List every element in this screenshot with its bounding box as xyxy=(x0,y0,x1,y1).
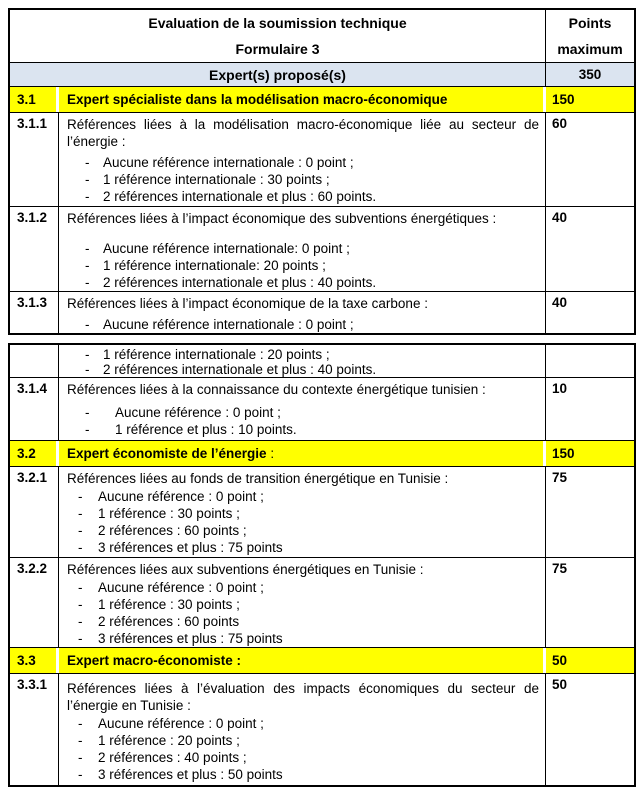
criteria-heading: Références liées à l’évaluation des impacts économiques du secteur de l’énergie en Tunisie : xyxy=(67,681,539,713)
row-number: 3.2 xyxy=(10,441,59,466)
criteria-heading: Références liées à la modélisation macro-économique liée au secteur de l’énergie : xyxy=(67,117,539,149)
points-value: 150 xyxy=(552,446,575,461)
bullet-text: 2 références internationale et plus : 40 points. xyxy=(103,275,377,290)
points-header-line1: Points xyxy=(568,15,612,31)
row-number: 3.1.2 xyxy=(10,207,59,291)
list-item xyxy=(67,154,539,171)
criteria-heading: Références liées aux subventions énergétiques en Tunisie : xyxy=(67,562,424,577)
bullet-text: 1 référence internationale : 30 points ; xyxy=(103,172,330,187)
criteria-heading: Références liées à la connaissance du contexte énergétique tunisien : xyxy=(67,382,486,397)
list-item xyxy=(67,362,539,377)
points-value: 50 xyxy=(552,653,568,668)
dash-marker: - xyxy=(78,750,83,765)
criteria-heading: Références liées à l’impact économique des subventions énergétiques : xyxy=(67,211,497,226)
section-row-3-1 xyxy=(10,86,634,112)
dash-marker: - xyxy=(85,189,90,204)
criteria-text xyxy=(59,378,546,440)
points-value: 40 xyxy=(552,295,568,310)
bullet-text: 2 références : 60 points xyxy=(98,614,240,629)
criteria-bullets xyxy=(67,316,539,333)
list-item xyxy=(67,732,539,749)
bullet-text: 3 références et plus : 50 points xyxy=(98,767,283,782)
list-item xyxy=(67,404,539,421)
dash-marker: - xyxy=(78,614,83,629)
list-item xyxy=(67,596,539,613)
criteria-bullets xyxy=(67,579,539,647)
row-number: 3.2.2 xyxy=(10,558,59,647)
dash-marker: - xyxy=(78,523,83,538)
criteria-text xyxy=(59,345,546,377)
dash-marker: - xyxy=(78,716,83,731)
bullet-text: Aucune référence : 0 point ; xyxy=(98,580,264,595)
criteria-bullets xyxy=(67,347,539,377)
dash-marker: - xyxy=(78,506,83,521)
criteria-row-3-2-2 xyxy=(10,557,634,647)
dash-marker: - xyxy=(85,241,90,256)
bullet-text: 1 référence et plus : 10 points. xyxy=(115,422,297,437)
bullet-text: Aucune référence internationale : 0 point ; xyxy=(103,155,354,170)
criteria-bullets xyxy=(67,715,539,783)
list-item xyxy=(67,766,539,783)
bullet-text: Aucune référence : 0 point ; xyxy=(98,716,264,731)
criteria-row-3-2-1 xyxy=(10,466,634,557)
list-item xyxy=(67,240,539,257)
points-value-empty xyxy=(546,345,634,377)
bullet-text: Aucune référence internationale: 0 point ; xyxy=(103,241,350,256)
bullet-text: 1 référence : 20 points ; xyxy=(98,733,240,748)
dash-marker: - xyxy=(78,540,83,555)
row-number: 3.1.1 xyxy=(10,113,59,206)
dash-marker: - xyxy=(78,733,83,748)
section-title: Expert économiste de l’énergie : xyxy=(59,441,546,466)
list-item xyxy=(67,505,539,522)
section-row-3-3 xyxy=(10,647,634,673)
dash-marker: - xyxy=(78,631,83,646)
criteria-text xyxy=(59,467,546,557)
points-value: 75 xyxy=(552,470,568,485)
subheader-row xyxy=(10,62,634,86)
table-title-cell xyxy=(10,10,546,62)
criteria-row-3-1-3-truncated xyxy=(10,291,634,333)
dash-marker: - xyxy=(78,767,83,782)
dash-marker: - xyxy=(85,258,90,273)
bullet-text: 3 références et plus : 75 points xyxy=(98,540,283,555)
bullet-text: 1 référence internationale: 20 points ; xyxy=(103,258,326,273)
criteria-bullets xyxy=(67,488,539,556)
list-item xyxy=(67,274,539,291)
criteria-text xyxy=(59,558,546,647)
row-number: 3.1.4 xyxy=(10,378,59,440)
list-item xyxy=(67,421,539,438)
points-value: 40 xyxy=(552,210,568,225)
bullet-text: 2 références internationale et plus : 60 points. xyxy=(103,189,377,204)
criteria-text xyxy=(59,292,546,333)
criteria-row-3-1-1 xyxy=(10,112,634,206)
points-value: 60 xyxy=(552,116,568,131)
list-item xyxy=(67,488,539,505)
row-number: 3.3.1 xyxy=(10,674,59,785)
dash-marker: - xyxy=(78,597,83,612)
criteria-bullets xyxy=(67,240,539,291)
list-item xyxy=(67,539,539,556)
list-item xyxy=(67,715,539,732)
row-number: 3.3 xyxy=(10,648,59,673)
criteria-text xyxy=(59,113,546,206)
bullet-text: 2 références internationale et plus : 40 points. xyxy=(103,362,377,377)
bullet-text: 1 référence : 30 points ; xyxy=(98,597,240,612)
list-item xyxy=(67,316,539,333)
list-item xyxy=(67,347,539,362)
bullet-text: 1 référence internationale : 20 points ; xyxy=(103,347,330,362)
list-item xyxy=(67,171,539,188)
bullet-text: Aucune référence : 0 point ; xyxy=(98,489,264,504)
criteria-heading: Références liées au fonds de transition énergétique en Tunisie : xyxy=(67,471,449,486)
bullet-text: 3 références et plus : 75 points xyxy=(98,631,283,646)
list-item xyxy=(67,188,539,205)
dash-marker: - xyxy=(78,489,83,504)
row-number: 3.2.1 xyxy=(10,467,59,557)
list-item xyxy=(67,613,539,630)
dash-marker: - xyxy=(85,405,90,420)
subheader-points: 350 xyxy=(578,67,602,82)
list-item xyxy=(67,579,539,596)
table-title-line1: Evaluation de la soumission technique xyxy=(148,15,407,31)
dash-marker: - xyxy=(85,422,90,437)
criteria-row-3-3-1 xyxy=(10,673,634,785)
points-value: 10 xyxy=(552,381,568,396)
dash-marker: - xyxy=(85,362,90,377)
evaluation-table-part-2 xyxy=(8,343,636,787)
dash-marker: - xyxy=(85,172,90,187)
bullet-text: 1 référence : 30 points ; xyxy=(98,506,240,521)
list-item xyxy=(67,749,539,766)
criteria-row-3-1-4 xyxy=(10,377,634,440)
section-title: Expert spécialiste dans la modélisation macro-économique xyxy=(59,87,546,112)
criteria-row-3-1-3-continuation xyxy=(10,345,634,377)
dash-marker: - xyxy=(85,275,90,290)
list-item xyxy=(67,257,539,274)
bullet-text: 2 références : 60 points ; xyxy=(98,523,247,538)
bullet-text: Aucune référence internationale : 0 point ; xyxy=(103,317,354,332)
subheader-label: Expert(s) proposé(s) xyxy=(10,63,546,86)
criteria-heading: Références liées à l’impact économique de la taxe carbone : xyxy=(67,296,428,311)
points-column-header xyxy=(546,10,634,62)
criteria-text xyxy=(59,207,546,291)
dash-marker: - xyxy=(78,580,83,595)
points-header-line2: maximum xyxy=(557,41,623,57)
criteria-bullets xyxy=(67,404,539,438)
row-number: 3.1.3 xyxy=(10,292,59,333)
table-header-row xyxy=(10,10,634,62)
section-title: Expert macro-économiste : xyxy=(59,648,546,673)
list-item xyxy=(67,522,539,539)
criteria-bullets xyxy=(67,154,539,205)
evaluation-table-part-1 xyxy=(8,8,636,335)
row-number-empty xyxy=(10,345,59,377)
bullet-text: 2 références : 40 points ; xyxy=(98,750,247,765)
bullet-text: Aucune référence : 0 point ; xyxy=(115,405,281,420)
row-number: 3.1 xyxy=(10,87,59,112)
points-value: 75 xyxy=(552,561,568,576)
points-value: 50 xyxy=(552,677,568,692)
section-row-3-2 xyxy=(10,440,634,466)
dash-marker: - xyxy=(85,155,90,170)
dash-marker: - xyxy=(85,347,90,362)
criteria-row-3-1-2 xyxy=(10,206,634,291)
criteria-text xyxy=(59,674,546,785)
table-title-line2: Formulaire 3 xyxy=(235,41,320,57)
points-value: 150 xyxy=(552,92,575,107)
dash-marker: - xyxy=(85,317,90,332)
list-item xyxy=(67,630,539,647)
